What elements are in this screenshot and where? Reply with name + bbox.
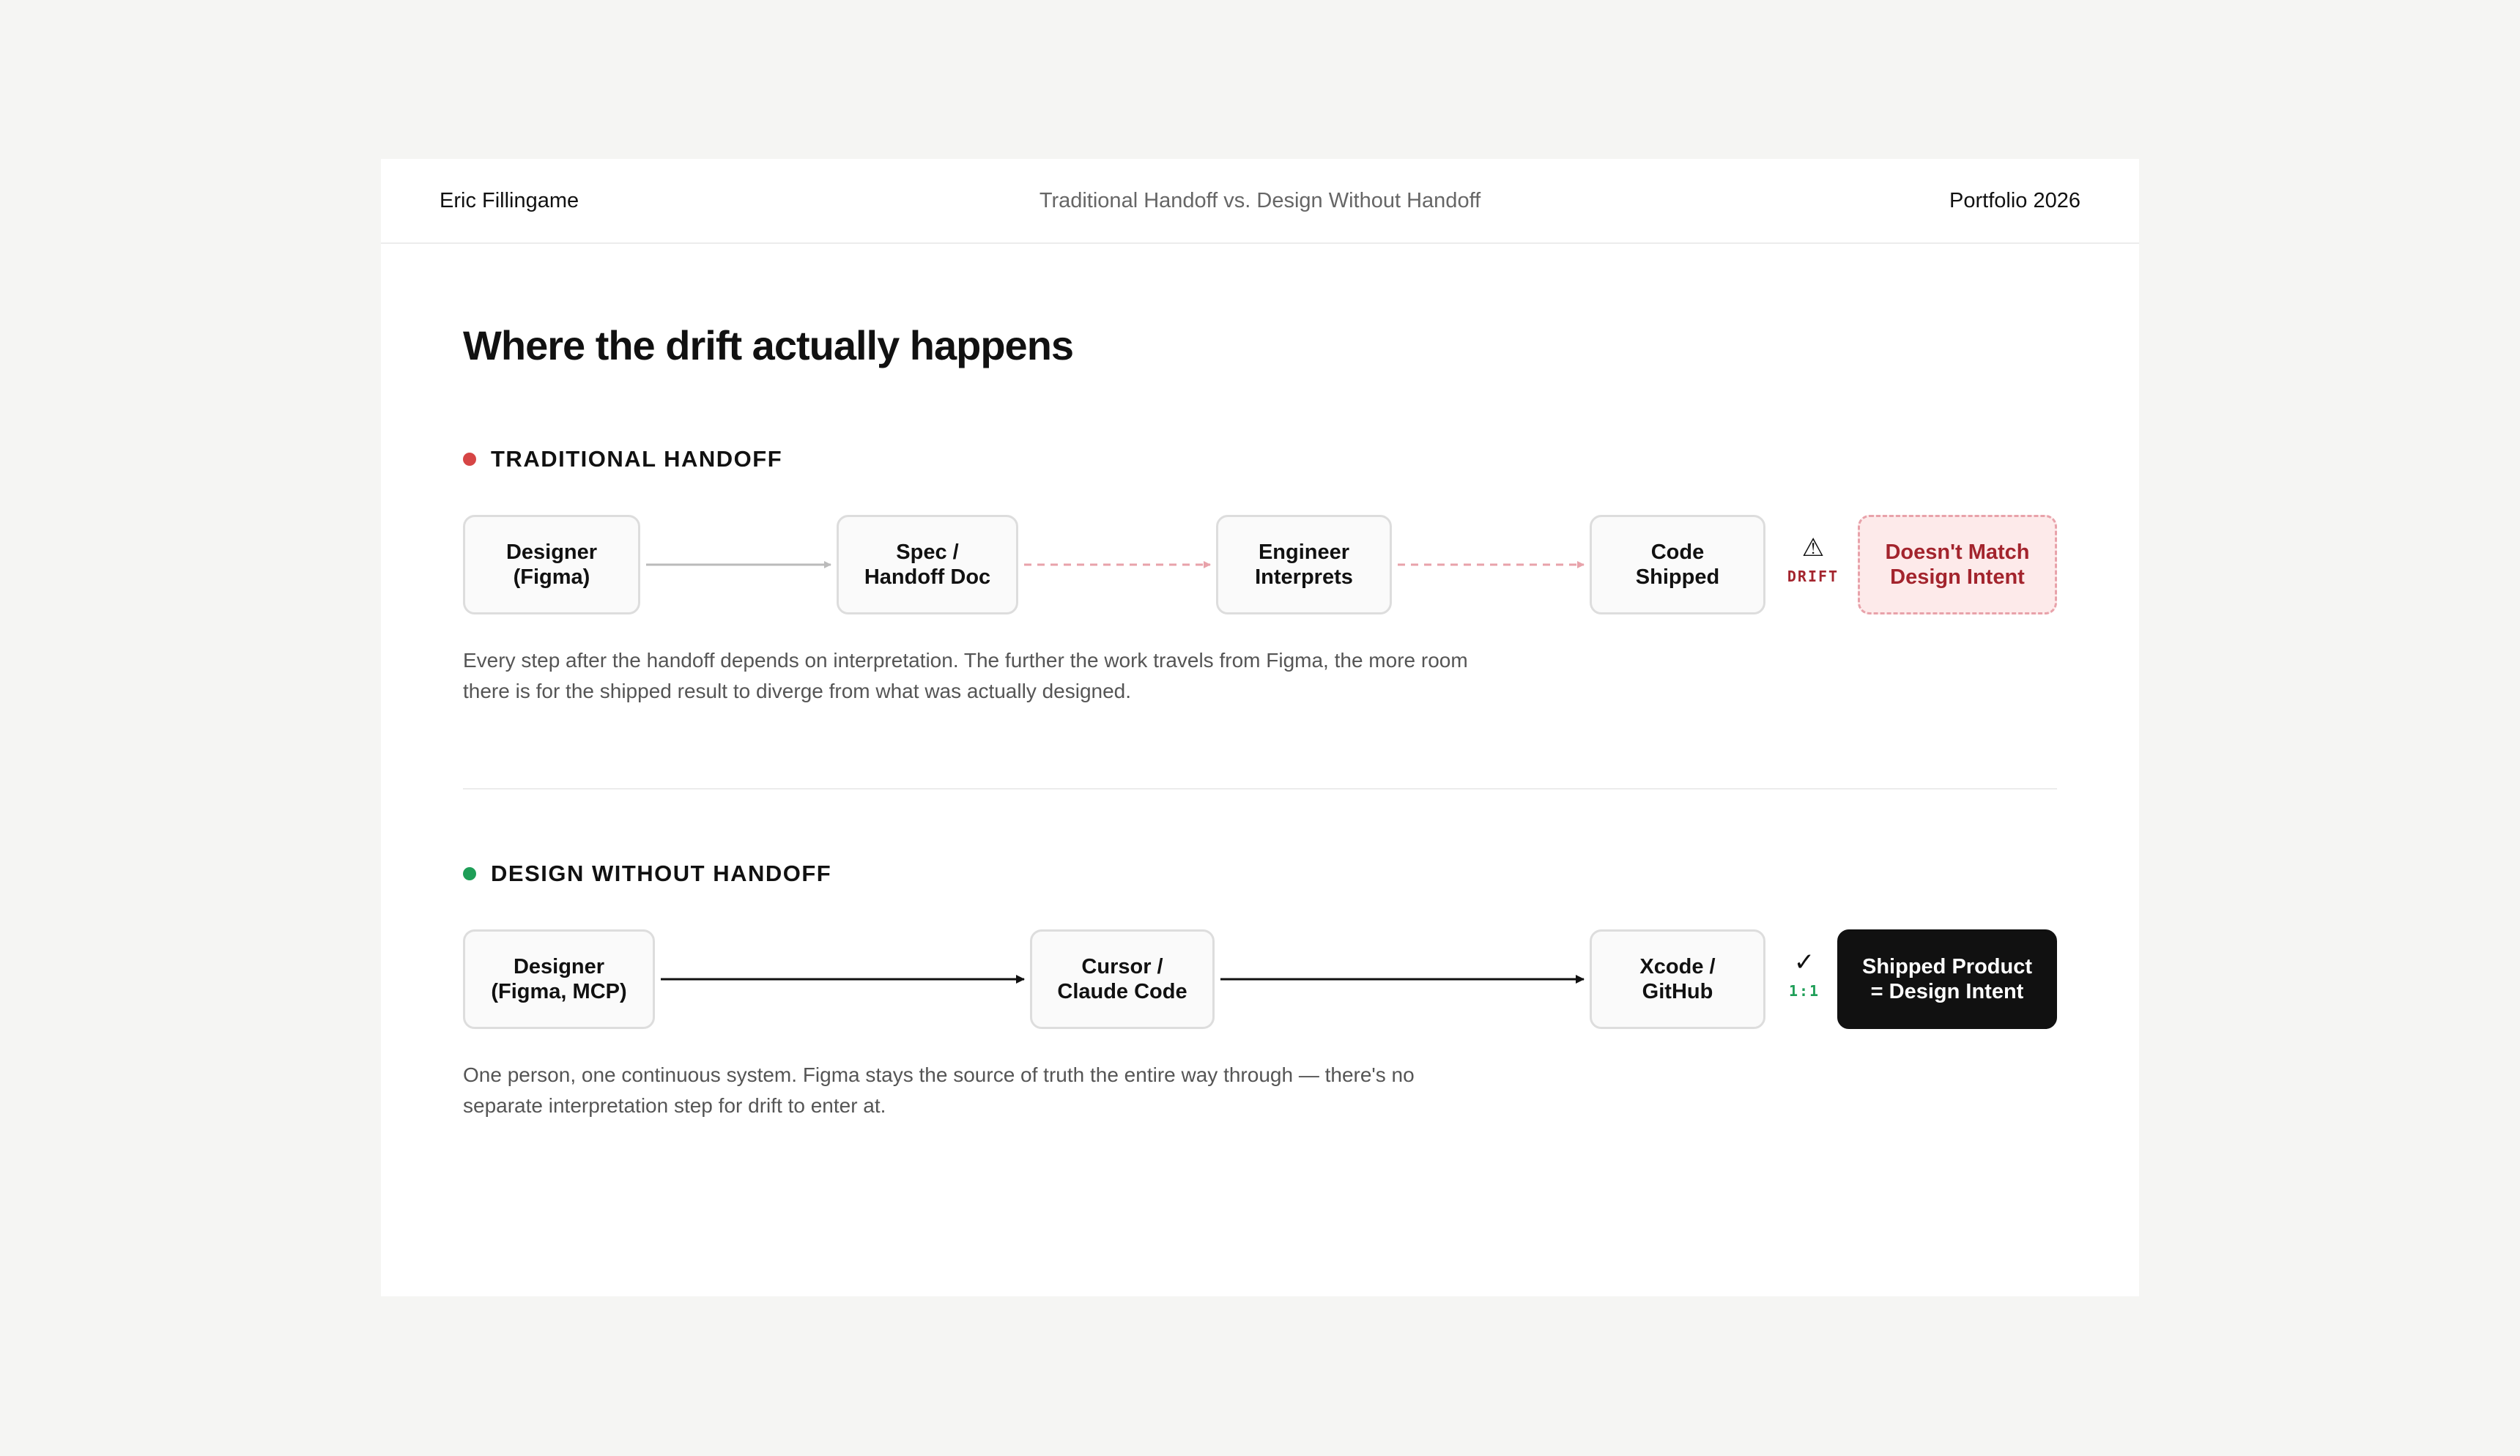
node-engineer-interprets: Engineer Interprets xyxy=(1216,515,1392,614)
traditional-section-label xyxy=(463,445,782,474)
page-title: Where the drift actually happens xyxy=(463,322,1074,368)
match-badge xyxy=(1771,948,1837,1000)
author-name: Eric Fillingame xyxy=(440,189,579,212)
top-bar xyxy=(381,159,2139,244)
node-code-shipped: Code Shipped xyxy=(1590,515,1765,614)
warning-triangle-icon: ⚠ xyxy=(1801,533,1825,562)
node-designer-figma-mcp: Designer (Figma, MCP) xyxy=(463,929,655,1029)
without-handoff-label-text: DESIGN WITHOUT HANDOFF xyxy=(491,861,832,886)
node-designer-figma: Designer (Figma) xyxy=(463,515,640,614)
slide-card xyxy=(381,159,2139,1296)
node-shipped-product-design-intent: Shipped Product = Design Intent xyxy=(1837,929,2057,1029)
slide-title: Traditional Handoff vs. Design Without Handoff xyxy=(1039,189,1481,212)
without-handoff-description: One person, one continuous system. Figma stays the source of truth the entire way through — there's no separate interpretation step for drift to enter at. xyxy=(463,1063,1415,1117)
node-doesnt-match-design-intent: Doesn't Match Design Intent xyxy=(1858,515,2057,614)
green-status-dot-icon xyxy=(463,867,476,880)
traditional-label-text: TRADITIONAL HANDOFF xyxy=(491,446,783,472)
node-xcode-github: Xcode / GitHub xyxy=(1590,929,1765,1029)
drift-badge xyxy=(1780,534,1846,585)
one-to-one-label: 1:1 xyxy=(1788,982,1820,1000)
portfolio-edition: Portfolio 2026 xyxy=(1949,189,2080,212)
node-cursor-claude-code: Cursor / Claude Code xyxy=(1030,929,1215,1029)
red-status-dot-icon xyxy=(463,453,476,466)
drift-label: DRIFT xyxy=(1787,568,1839,585)
traditional-description: Every step after the handoff depends on interpretation. The further the work travels from Figma, the more room there is for the shipped result to diverge from what was actually designed. xyxy=(463,649,1468,702)
node-spec-handoff-doc: Spec / Handoff Doc xyxy=(837,515,1018,614)
without-handoff-section-label xyxy=(463,859,831,888)
checkmark-icon: ✓ xyxy=(1793,948,1815,977)
section-divider xyxy=(463,788,2057,790)
